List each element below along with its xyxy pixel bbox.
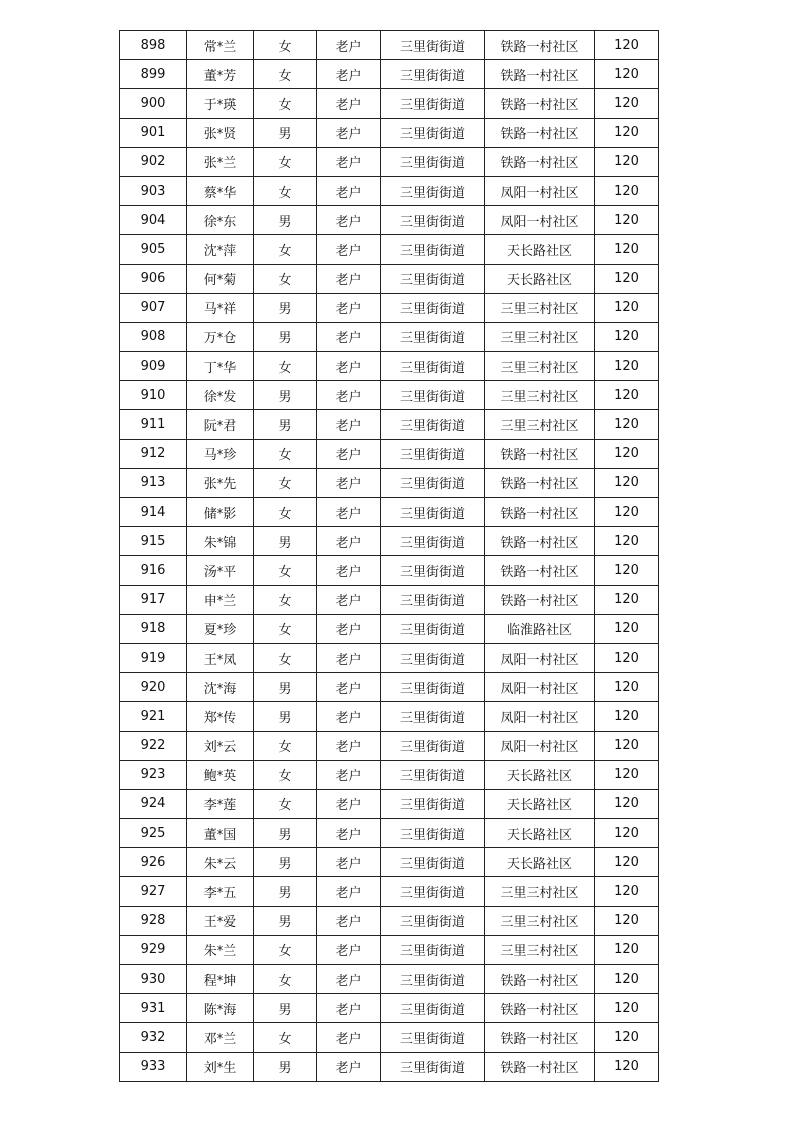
street-cell: 三里街街道 bbox=[381, 322, 485, 351]
sex-cell: 女 bbox=[254, 60, 317, 89]
amount-cell: 120 bbox=[595, 293, 659, 322]
community-cell: 三里三村社区 bbox=[485, 935, 595, 964]
name-cell: 阮*君 bbox=[187, 410, 254, 439]
row-number-cell: 913 bbox=[120, 468, 187, 497]
row-number-cell: 902 bbox=[120, 147, 187, 176]
sex-cell: 男 bbox=[254, 381, 317, 410]
amount-cell: 120 bbox=[595, 673, 659, 702]
community-cell: 铁路一村社区 bbox=[485, 1023, 595, 1052]
street-cell: 三里街街道 bbox=[381, 614, 485, 643]
table-row bbox=[120, 439, 659, 468]
row-number-cell: 923 bbox=[120, 760, 187, 789]
street-cell: 三里街街道 bbox=[381, 439, 485, 468]
household-type-cell: 老户 bbox=[317, 994, 381, 1023]
sex-cell: 女 bbox=[254, 176, 317, 205]
row-number-cell: 907 bbox=[120, 293, 187, 322]
row-number-cell: 914 bbox=[120, 498, 187, 527]
sex-cell: 女 bbox=[254, 643, 317, 672]
row-number-cell: 901 bbox=[120, 118, 187, 147]
name-cell: 申*兰 bbox=[187, 585, 254, 614]
amount-cell: 120 bbox=[595, 614, 659, 643]
community-cell: 临淮路社区 bbox=[485, 614, 595, 643]
household-type-cell: 老户 bbox=[317, 731, 381, 760]
amount-cell: 120 bbox=[595, 118, 659, 147]
amount-cell: 120 bbox=[595, 31, 659, 60]
community-cell: 铁路一村社区 bbox=[485, 994, 595, 1023]
sex-cell: 男 bbox=[254, 877, 317, 906]
street-cell: 三里街街道 bbox=[381, 819, 485, 848]
street-cell: 三里街街道 bbox=[381, 556, 485, 585]
name-cell: 程*坤 bbox=[187, 965, 254, 994]
name-cell: 沈*萍 bbox=[187, 235, 254, 264]
name-cell: 张*先 bbox=[187, 468, 254, 497]
household-type-cell: 老户 bbox=[317, 643, 381, 672]
amount-cell: 120 bbox=[595, 176, 659, 205]
sex-cell: 女 bbox=[254, 556, 317, 585]
household-type-cell: 老户 bbox=[317, 89, 381, 118]
table-row bbox=[120, 731, 659, 760]
sex-cell: 女 bbox=[254, 760, 317, 789]
amount-cell: 120 bbox=[595, 381, 659, 410]
household-type-cell: 老户 bbox=[317, 381, 381, 410]
amount-cell: 120 bbox=[595, 1023, 659, 1052]
row-number-cell: 900 bbox=[120, 89, 187, 118]
name-cell: 蔡*华 bbox=[187, 176, 254, 205]
street-cell: 三里街街道 bbox=[381, 206, 485, 235]
sex-cell: 男 bbox=[254, 118, 317, 147]
row-number-cell: 898 bbox=[120, 31, 187, 60]
community-cell: 凤阳一村社区 bbox=[485, 643, 595, 672]
amount-cell: 120 bbox=[595, 906, 659, 935]
table-row bbox=[120, 965, 659, 994]
amount-cell: 120 bbox=[595, 206, 659, 235]
household-type-cell: 老户 bbox=[317, 293, 381, 322]
street-cell: 三里街街道 bbox=[381, 147, 485, 176]
community-cell: 铁路一村社区 bbox=[485, 498, 595, 527]
table-row bbox=[120, 206, 659, 235]
sex-cell: 男 bbox=[254, 293, 317, 322]
row-number-cell: 924 bbox=[120, 789, 187, 818]
street-cell: 三里街街道 bbox=[381, 498, 485, 527]
street-cell: 三里街街道 bbox=[381, 60, 485, 89]
row-number-cell: 899 bbox=[120, 60, 187, 89]
amount-cell: 120 bbox=[595, 352, 659, 381]
street-cell: 三里街街道 bbox=[381, 935, 485, 964]
sex-cell: 男 bbox=[254, 322, 317, 351]
name-cell: 朱*云 bbox=[187, 848, 254, 877]
household-type-cell: 老户 bbox=[317, 1052, 381, 1081]
household-type-cell: 老户 bbox=[317, 585, 381, 614]
community-cell: 三里三村社区 bbox=[485, 381, 595, 410]
sex-cell: 女 bbox=[254, 352, 317, 381]
amount-cell: 120 bbox=[595, 585, 659, 614]
community-cell: 天长路社区 bbox=[485, 848, 595, 877]
household-type-cell: 老户 bbox=[317, 819, 381, 848]
street-cell: 三里街街道 bbox=[381, 965, 485, 994]
table-row bbox=[120, 235, 659, 264]
row-number-cell: 922 bbox=[120, 731, 187, 760]
community-cell: 三里三村社区 bbox=[485, 410, 595, 439]
community-cell: 铁路一村社区 bbox=[485, 468, 595, 497]
sex-cell: 男 bbox=[254, 906, 317, 935]
community-cell: 三里三村社区 bbox=[485, 352, 595, 381]
table-row bbox=[120, 935, 659, 964]
street-cell: 三里街街道 bbox=[381, 877, 485, 906]
household-type-cell: 老户 bbox=[317, 147, 381, 176]
sex-cell: 女 bbox=[254, 31, 317, 60]
row-number-cell: 926 bbox=[120, 848, 187, 877]
street-cell: 三里街街道 bbox=[381, 235, 485, 264]
amount-cell: 120 bbox=[595, 322, 659, 351]
household-type-cell: 老户 bbox=[317, 498, 381, 527]
name-cell: 沈*海 bbox=[187, 673, 254, 702]
household-type-cell: 老户 bbox=[317, 760, 381, 789]
household-type-cell: 老户 bbox=[317, 206, 381, 235]
sex-cell: 男 bbox=[254, 994, 317, 1023]
sex-cell: 男 bbox=[254, 206, 317, 235]
household-type-cell: 老户 bbox=[317, 322, 381, 351]
table-row bbox=[120, 906, 659, 935]
amount-cell: 120 bbox=[595, 439, 659, 468]
name-cell: 李*五 bbox=[187, 877, 254, 906]
table-row bbox=[120, 60, 659, 89]
sex-cell: 女 bbox=[254, 89, 317, 118]
row-number-cell: 921 bbox=[120, 702, 187, 731]
household-type-cell: 老户 bbox=[317, 614, 381, 643]
sex-cell: 男 bbox=[254, 702, 317, 731]
name-cell: 朱*锦 bbox=[187, 527, 254, 556]
amount-cell: 120 bbox=[595, 498, 659, 527]
amount-cell: 120 bbox=[595, 848, 659, 877]
community-cell: 凤阳一村社区 bbox=[485, 731, 595, 760]
community-cell: 天长路社区 bbox=[485, 235, 595, 264]
sex-cell: 男 bbox=[254, 410, 317, 439]
community-cell: 铁路一村社区 bbox=[485, 556, 595, 585]
sex-cell: 男 bbox=[254, 673, 317, 702]
row-number-cell: 909 bbox=[120, 352, 187, 381]
amount-cell: 120 bbox=[595, 89, 659, 118]
household-type-cell: 老户 bbox=[317, 848, 381, 877]
sex-cell: 女 bbox=[254, 264, 317, 293]
street-cell: 三里街街道 bbox=[381, 1023, 485, 1052]
row-number-cell: 915 bbox=[120, 527, 187, 556]
row-number-cell: 910 bbox=[120, 381, 187, 410]
sex-cell: 男 bbox=[254, 1052, 317, 1081]
sex-cell: 女 bbox=[254, 147, 317, 176]
community-cell: 铁路一村社区 bbox=[485, 118, 595, 147]
household-type-cell: 老户 bbox=[317, 410, 381, 439]
street-cell: 三里街街道 bbox=[381, 731, 485, 760]
name-cell: 马*祥 bbox=[187, 293, 254, 322]
table-row bbox=[120, 760, 659, 789]
table-row bbox=[120, 352, 659, 381]
name-cell: 朱*兰 bbox=[187, 935, 254, 964]
table-row bbox=[120, 118, 659, 147]
table-row bbox=[120, 147, 659, 176]
household-type-cell: 老户 bbox=[317, 60, 381, 89]
street-cell: 三里街街道 bbox=[381, 293, 485, 322]
amount-cell: 120 bbox=[595, 760, 659, 789]
name-cell: 张*贤 bbox=[187, 118, 254, 147]
name-cell: 董*芳 bbox=[187, 60, 254, 89]
table-row bbox=[120, 702, 659, 731]
row-number-cell: 917 bbox=[120, 585, 187, 614]
table-row bbox=[120, 585, 659, 614]
household-type-cell: 老户 bbox=[317, 877, 381, 906]
amount-cell: 120 bbox=[595, 60, 659, 89]
name-cell: 夏*珍 bbox=[187, 614, 254, 643]
table-row bbox=[120, 994, 659, 1023]
street-cell: 三里街街道 bbox=[381, 906, 485, 935]
name-cell: 刘*生 bbox=[187, 1052, 254, 1081]
household-type-cell: 老户 bbox=[317, 118, 381, 147]
table-row bbox=[120, 1023, 659, 1052]
street-cell: 三里街街道 bbox=[381, 410, 485, 439]
name-cell: 储*影 bbox=[187, 498, 254, 527]
row-number-cell: 906 bbox=[120, 264, 187, 293]
row-number-cell: 919 bbox=[120, 643, 187, 672]
name-cell: 何*菊 bbox=[187, 264, 254, 293]
table-row bbox=[120, 527, 659, 556]
name-cell: 徐*发 bbox=[187, 381, 254, 410]
row-number-cell: 928 bbox=[120, 906, 187, 935]
table-row bbox=[120, 381, 659, 410]
street-cell: 三里街街道 bbox=[381, 527, 485, 556]
table-row bbox=[120, 848, 659, 877]
row-number-cell: 933 bbox=[120, 1052, 187, 1081]
sex-cell: 男 bbox=[254, 848, 317, 877]
row-number-cell: 918 bbox=[120, 614, 187, 643]
amount-cell: 120 bbox=[595, 643, 659, 672]
amount-cell: 120 bbox=[595, 556, 659, 585]
name-cell: 张*兰 bbox=[187, 147, 254, 176]
sex-cell: 女 bbox=[254, 235, 317, 264]
amount-cell: 120 bbox=[595, 527, 659, 556]
household-type-cell: 老户 bbox=[317, 935, 381, 964]
community-cell: 三里三村社区 bbox=[485, 877, 595, 906]
table-row bbox=[120, 89, 659, 118]
table-row bbox=[120, 410, 659, 439]
row-number-cell: 905 bbox=[120, 235, 187, 264]
amount-cell: 120 bbox=[595, 468, 659, 497]
household-type-cell: 老户 bbox=[317, 527, 381, 556]
community-cell: 三里三村社区 bbox=[485, 293, 595, 322]
community-cell: 铁路一村社区 bbox=[485, 527, 595, 556]
community-cell: 铁路一村社区 bbox=[485, 1052, 595, 1081]
row-number-cell: 903 bbox=[120, 176, 187, 205]
sex-cell: 女 bbox=[254, 965, 317, 994]
sex-cell: 女 bbox=[254, 1023, 317, 1052]
street-cell: 三里街街道 bbox=[381, 176, 485, 205]
community-cell: 天长路社区 bbox=[485, 789, 595, 818]
street-cell: 三里街街道 bbox=[381, 89, 485, 118]
sex-cell: 女 bbox=[254, 614, 317, 643]
community-cell: 三里三村社区 bbox=[485, 906, 595, 935]
amount-cell: 120 bbox=[595, 410, 659, 439]
row-number-cell: 911 bbox=[120, 410, 187, 439]
street-cell: 三里街街道 bbox=[381, 31, 485, 60]
household-type-cell: 老户 bbox=[317, 702, 381, 731]
household-type-cell: 老户 bbox=[317, 264, 381, 293]
amount-cell: 120 bbox=[595, 994, 659, 1023]
community-cell: 铁路一村社区 bbox=[485, 439, 595, 468]
amount-cell: 120 bbox=[595, 877, 659, 906]
amount-cell: 120 bbox=[595, 789, 659, 818]
row-number-cell: 904 bbox=[120, 206, 187, 235]
community-cell: 凤阳一村社区 bbox=[485, 206, 595, 235]
name-cell: 汤*平 bbox=[187, 556, 254, 585]
street-cell: 三里街街道 bbox=[381, 585, 485, 614]
household-type-cell: 老户 bbox=[317, 235, 381, 264]
sex-cell: 女 bbox=[254, 585, 317, 614]
street-cell: 三里街街道 bbox=[381, 789, 485, 818]
street-cell: 三里街街道 bbox=[381, 118, 485, 147]
row-number-cell: 930 bbox=[120, 965, 187, 994]
community-cell: 铁路一村社区 bbox=[485, 31, 595, 60]
name-cell: 陈*海 bbox=[187, 994, 254, 1023]
community-cell: 天长路社区 bbox=[485, 819, 595, 848]
household-type-cell: 老户 bbox=[317, 31, 381, 60]
amount-cell: 120 bbox=[595, 1052, 659, 1081]
row-number-cell: 916 bbox=[120, 556, 187, 585]
sex-cell: 男 bbox=[254, 819, 317, 848]
community-cell: 铁路一村社区 bbox=[485, 147, 595, 176]
table-row bbox=[120, 498, 659, 527]
table-row bbox=[120, 819, 659, 848]
name-cell: 李*莲 bbox=[187, 789, 254, 818]
household-type-cell: 老户 bbox=[317, 556, 381, 585]
table-row bbox=[120, 556, 659, 585]
community-cell: 铁路一村社区 bbox=[485, 965, 595, 994]
sex-cell: 女 bbox=[254, 935, 317, 964]
row-number-cell: 927 bbox=[120, 877, 187, 906]
table-row bbox=[120, 673, 659, 702]
community-cell: 天长路社区 bbox=[485, 760, 595, 789]
row-number-cell: 931 bbox=[120, 994, 187, 1023]
name-cell: 丁*华 bbox=[187, 352, 254, 381]
sex-cell: 女 bbox=[254, 789, 317, 818]
table-row bbox=[120, 31, 659, 60]
roster-table bbox=[119, 30, 659, 1082]
name-cell: 董*国 bbox=[187, 819, 254, 848]
sex-cell: 男 bbox=[254, 527, 317, 556]
table-row bbox=[120, 877, 659, 906]
amount-cell: 120 bbox=[595, 965, 659, 994]
household-type-cell: 老户 bbox=[317, 176, 381, 205]
street-cell: 三里街街道 bbox=[381, 760, 485, 789]
street-cell: 三里街街道 bbox=[381, 702, 485, 731]
name-cell: 刘*云 bbox=[187, 731, 254, 760]
row-number-cell: 908 bbox=[120, 322, 187, 351]
amount-cell: 120 bbox=[595, 147, 659, 176]
street-cell: 三里街街道 bbox=[381, 264, 485, 293]
table-row bbox=[120, 643, 659, 672]
name-cell: 邓*兰 bbox=[187, 1023, 254, 1052]
name-cell: 徐*东 bbox=[187, 206, 254, 235]
street-cell: 三里街街道 bbox=[381, 468, 485, 497]
sex-cell: 女 bbox=[254, 439, 317, 468]
table-row bbox=[120, 1052, 659, 1081]
name-cell: 郑*传 bbox=[187, 702, 254, 731]
sex-cell: 女 bbox=[254, 731, 317, 760]
household-type-cell: 老户 bbox=[317, 352, 381, 381]
street-cell: 三里街街道 bbox=[381, 673, 485, 702]
community-cell: 凤阳一村社区 bbox=[485, 673, 595, 702]
row-number-cell: 920 bbox=[120, 673, 187, 702]
row-number-cell: 932 bbox=[120, 1023, 187, 1052]
table-row bbox=[120, 468, 659, 497]
name-cell: 鲍*英 bbox=[187, 760, 254, 789]
amount-cell: 120 bbox=[595, 235, 659, 264]
roster-table-body bbox=[120, 31, 659, 1082]
street-cell: 三里街街道 bbox=[381, 994, 485, 1023]
table-row bbox=[120, 293, 659, 322]
row-number-cell: 925 bbox=[120, 819, 187, 848]
street-cell: 三里街街道 bbox=[381, 848, 485, 877]
table-row bbox=[120, 264, 659, 293]
community-cell: 天长路社区 bbox=[485, 264, 595, 293]
community-cell: 铁路一村社区 bbox=[485, 585, 595, 614]
household-type-cell: 老户 bbox=[317, 906, 381, 935]
household-type-cell: 老户 bbox=[317, 468, 381, 497]
amount-cell: 120 bbox=[595, 731, 659, 760]
street-cell: 三里街街道 bbox=[381, 1052, 485, 1081]
amount-cell: 120 bbox=[595, 935, 659, 964]
name-cell: 常*兰 bbox=[187, 31, 254, 60]
sex-cell: 女 bbox=[254, 498, 317, 527]
community-cell: 铁路一村社区 bbox=[485, 60, 595, 89]
community-cell: 三里三村社区 bbox=[485, 322, 595, 351]
household-type-cell: 老户 bbox=[317, 439, 381, 468]
row-number-cell: 912 bbox=[120, 439, 187, 468]
street-cell: 三里街街道 bbox=[381, 381, 485, 410]
community-cell: 铁路一村社区 bbox=[485, 89, 595, 118]
street-cell: 三里街街道 bbox=[381, 643, 485, 672]
household-type-cell: 老户 bbox=[317, 789, 381, 818]
row-number-cell: 929 bbox=[120, 935, 187, 964]
table-row bbox=[120, 614, 659, 643]
amount-cell: 120 bbox=[595, 702, 659, 731]
name-cell: 王*凤 bbox=[187, 643, 254, 672]
household-type-cell: 老户 bbox=[317, 1023, 381, 1052]
name-cell: 王*爱 bbox=[187, 906, 254, 935]
sex-cell: 女 bbox=[254, 468, 317, 497]
name-cell: 马*珍 bbox=[187, 439, 254, 468]
amount-cell: 120 bbox=[595, 264, 659, 293]
table-row bbox=[120, 176, 659, 205]
household-type-cell: 老户 bbox=[317, 965, 381, 994]
community-cell: 凤阳一村社区 bbox=[485, 702, 595, 731]
name-cell: 万*仓 bbox=[187, 322, 254, 351]
table-row bbox=[120, 322, 659, 351]
street-cell: 三里街街道 bbox=[381, 352, 485, 381]
household-type-cell: 老户 bbox=[317, 673, 381, 702]
name-cell: 于*瑛 bbox=[187, 89, 254, 118]
amount-cell: 120 bbox=[595, 819, 659, 848]
table-row bbox=[120, 789, 659, 818]
community-cell: 凤阳一村社区 bbox=[485, 176, 595, 205]
